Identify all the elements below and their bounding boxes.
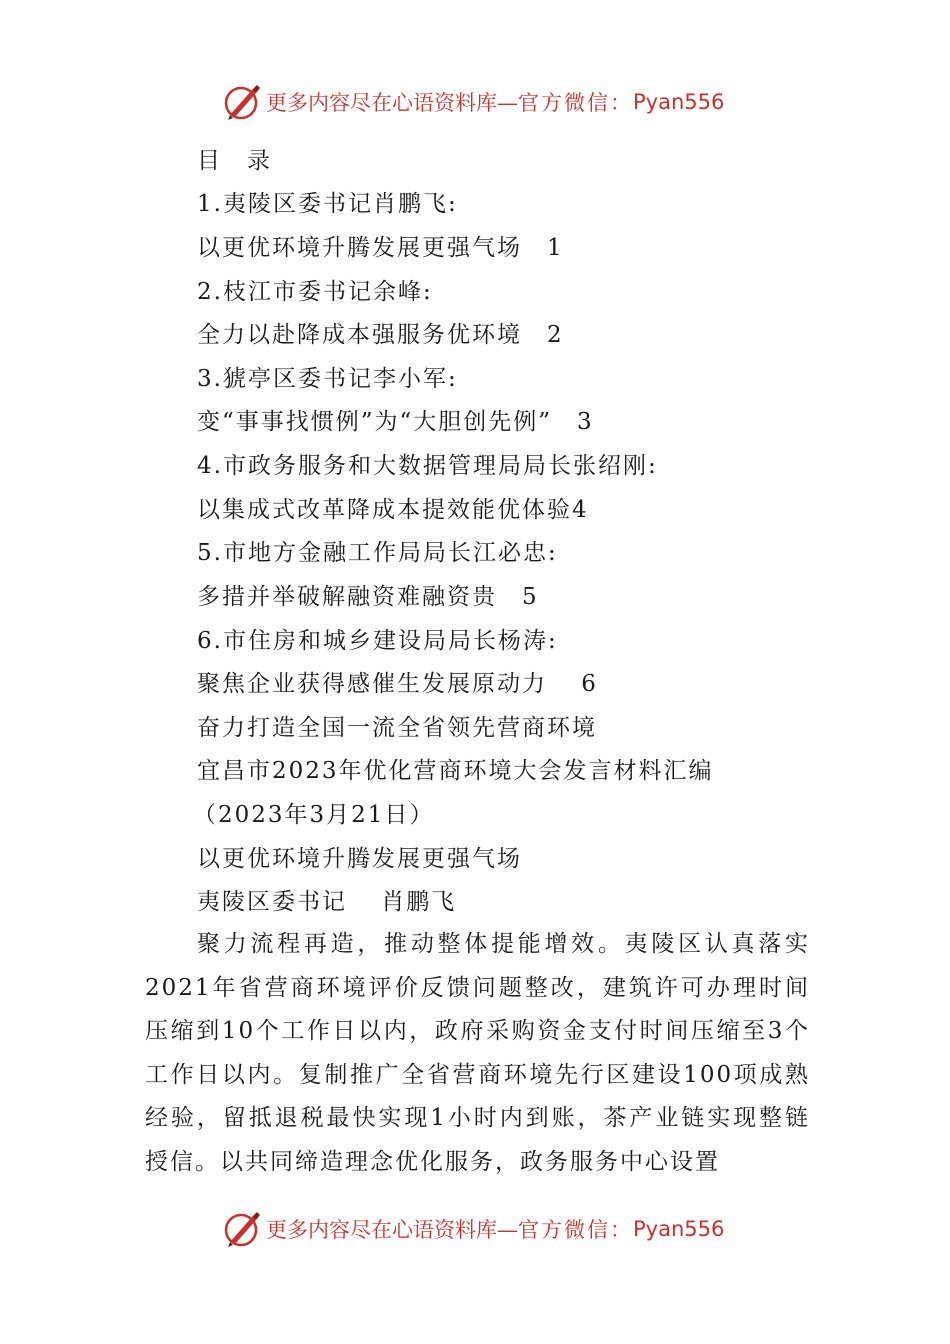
toc-entry: 3.猇亭区委书记李小军: [197,366,458,392]
headline: 奋力打造全国一流全省领先营商环境 [197,715,597,741]
banner-wechat-id: Pyan556 [633,1217,725,1241]
toc-title: 目 录 [197,148,272,174]
banner-text: 更多内容尽在心语资料库— [266,1218,518,1242]
toc-entry: 2.枝江市委书记余峰: [197,279,433,305]
speech-title: 以更优环境升腾发展更强气场 [197,846,522,872]
collection-title: 宜昌市2023年优化营商环境大会发言材料汇编 [197,758,714,784]
banner-wechat-label: 官方微信： [518,1218,633,1242]
toc-entry: 4.市政务服务和大数据管理局局长张绍刚: [197,453,658,479]
toc-entry: 聚焦企业获得感催生发展原动力 6 [197,671,598,697]
toc-entry: 5.市地方金融工作局局长江必忠: [197,540,558,566]
toc-entry: 全力以赴降成本强服务优环境 2 [197,322,564,348]
toc-entry: 以更优环境升腾发展更强气场 1 [197,235,564,261]
footer-banner [222,1207,724,1251]
toc-entry: 6.市住房和城乡建设局局长杨涛: [197,628,558,654]
toc-entry: 以集成式改革降成本提效能优体验4 [197,497,589,523]
date-line: （2023年3月21日） [193,802,435,828]
header-banner [222,80,724,124]
toc-entry: 多措并举破解融资难融资贵 5 [197,584,539,610]
banner-wechat-id: Pyan556 [633,90,725,114]
banner-text: 更多内容尽在心语资料库— [266,91,518,115]
pen-logo-icon [222,82,262,122]
pen-logo-icon [222,1209,262,1249]
speaker-line: 夷陵区委书记 肖鹏飞 [197,889,457,915]
toc-entry: 1.夷陵区委书记肖鹏飞: [197,191,458,217]
banner-wechat-label: 官方微信： [518,91,633,115]
toc-entry: 变“事事找惯例”为“大胆创先例” 3 [197,409,594,435]
body-paragraph: 聚力流程再造，推动整体提能增效。夷陵区认真落实2021年省营商环境评价反馈问题整改，建筑许可办理时间压缩到10个工作日以内，政府采购资金支付时间压缩至3个工作日以内。复制推广全省营商环境先行区建设100项成熟经验，留抵退税最快实现1小时内到账，茶产业链实现整链授信。以共同缔造理念优化服务，政务服务中心设置 [145,931,810,1175]
